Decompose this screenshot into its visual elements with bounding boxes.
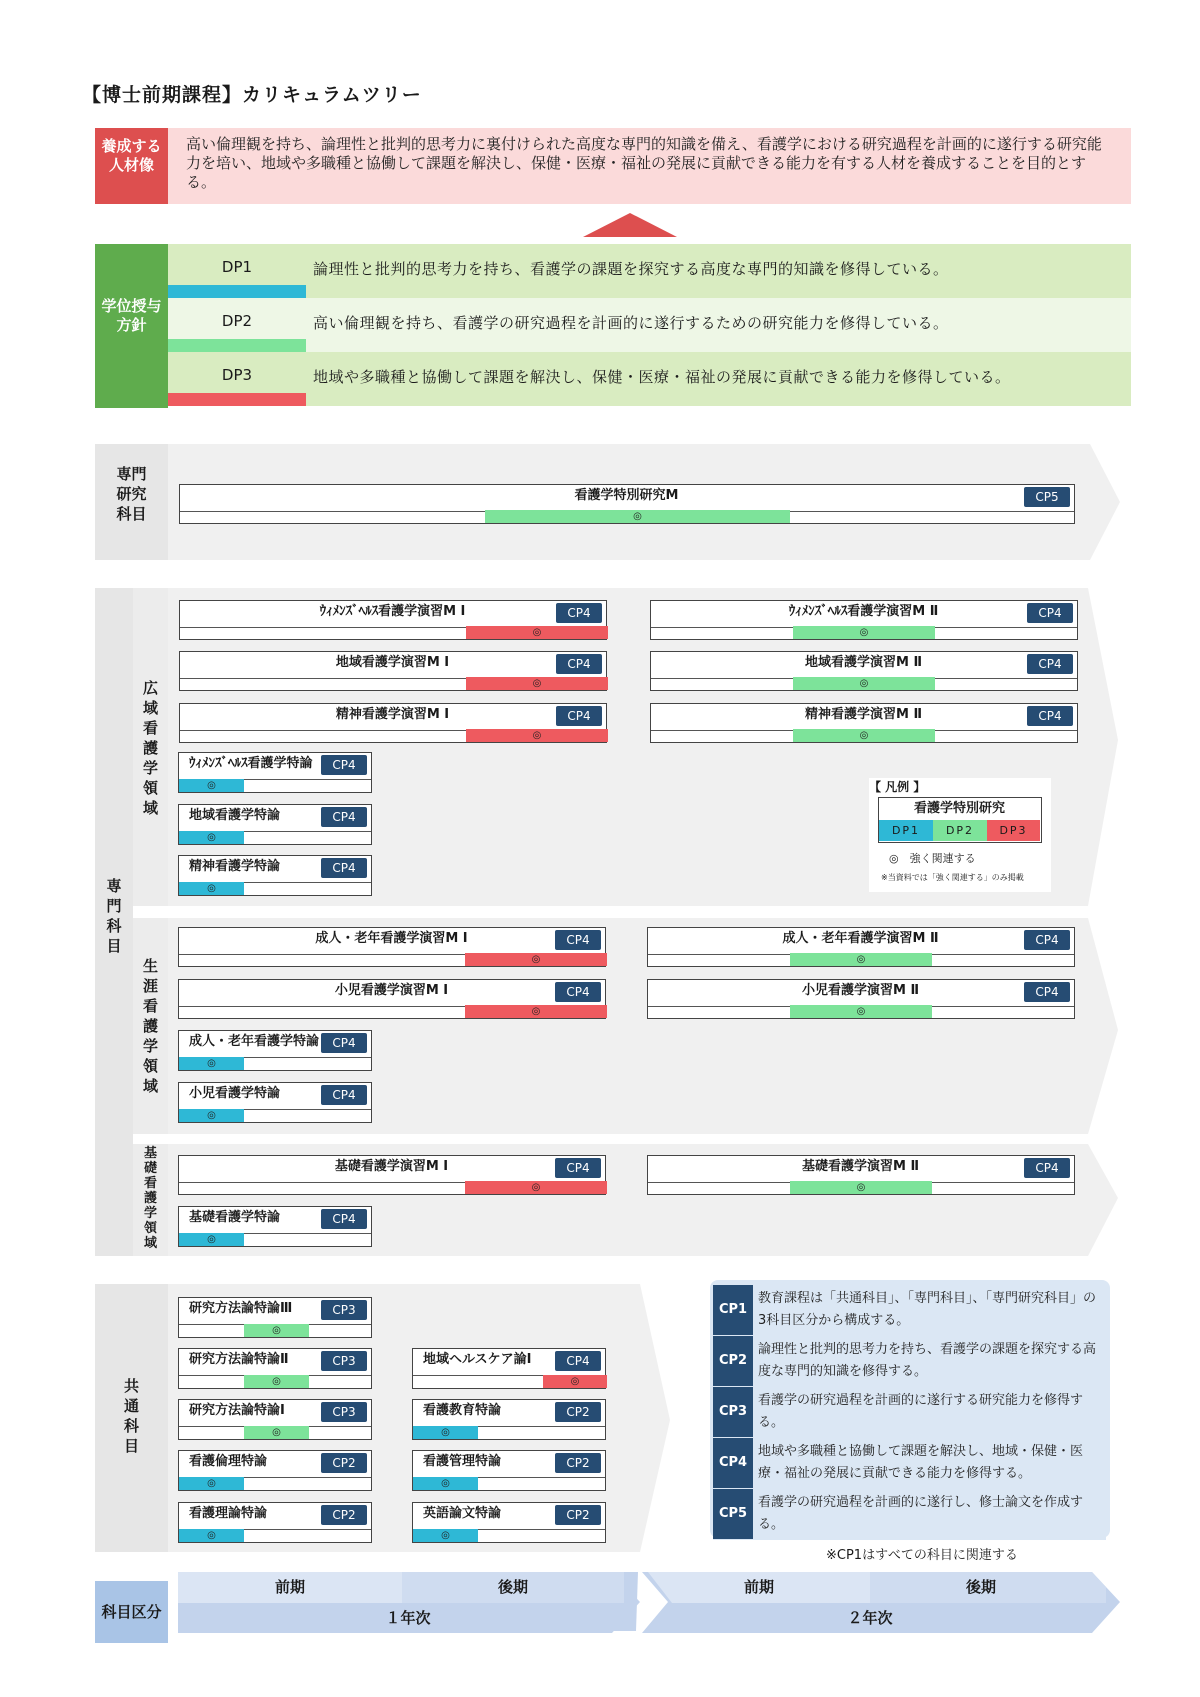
course-box-p-ex1	[179, 703, 607, 743]
course-box-c-sp	[178, 804, 372, 845]
cp-desc: 看護学の研究過程を計画的に遂行する研究能力を修得する。	[758, 1393, 1084, 1430]
specialty-section-label	[95, 588, 133, 1256]
course-name: 地域看護学演習M Ⅱ	[804, 655, 923, 670]
legend-title: 【 凡例 】	[869, 780, 926, 794]
cp-row-5	[713, 1489, 1106, 1540]
dp2-relation-segment: ◎	[244, 1375, 309, 1388]
timeline-y1-first: 前期	[274, 1578, 305, 1596]
course-box-a-ex2	[647, 927, 1075, 967]
dp1-relation-segment: ◎	[179, 1529, 244, 1542]
course-name: 精神看護学演習M Ⅰ	[335, 707, 450, 722]
course-name: 小児看護学演習M Ⅱ	[801, 983, 920, 998]
cp-badge: CP4	[1024, 982, 1070, 1002]
area3-section-label	[133, 1144, 168, 1256]
dp3-relation-segment: ◎	[543, 1375, 607, 1388]
cp-badge: CP2	[555, 1402, 601, 1422]
dp2-relation-segment: ◎	[790, 1181, 932, 1194]
course-box-p-ex2	[650, 703, 1078, 743]
course-box-b-ex1	[178, 1155, 606, 1195]
course-box-w-sp	[178, 752, 372, 793]
cp-badge: CP4	[555, 982, 601, 1002]
cp-badge: CP4	[556, 654, 602, 674]
cp-badge: CP4	[555, 1351, 601, 1371]
cp-badge: CP4	[556, 603, 602, 623]
dp1-relation-segment: ◎	[179, 1477, 244, 1490]
cp-badge: CP4	[321, 807, 367, 827]
cp-badge: CP4	[555, 930, 601, 950]
course-name: 小児看護学特論	[189, 1086, 281, 1101]
cp-badge: CP2	[555, 1505, 601, 1525]
course-box-c-ex1	[179, 651, 607, 691]
course-name: 看護管理特論	[423, 1454, 502, 1469]
area2-label-text: 生涯看護学領域	[142, 957, 158, 1095]
course-box-k-ex2	[647, 979, 1075, 1019]
course-box-w-ex1	[179, 600, 607, 640]
dp-text: 高い倫理観を持ち、看護学の研究過程を計画的に遂行するための研究能力を修得している。	[313, 314, 949, 332]
course-name: 地域看護学演習M Ⅰ	[335, 655, 450, 670]
cp-badge: CP4	[321, 1033, 367, 1053]
cp-badge: CP4	[1027, 706, 1073, 726]
legend-dp1: DP1	[879, 820, 933, 841]
course-box-chc	[412, 1348, 606, 1389]
legend	[869, 778, 1051, 892]
course-name: 成人・老年看護学演習M Ⅱ	[782, 931, 939, 946]
legend-strong: ◎ 強く関連する	[889, 852, 976, 865]
cp-badge: CP2	[555, 1453, 601, 1473]
course-name: 成人・老年看護学演習M Ⅰ	[315, 931, 468, 946]
cp-tag: CP2	[713, 1336, 753, 1386]
course-box-b-sp	[178, 1206, 372, 1247]
dp1-relation-segment: ◎	[413, 1477, 478, 1490]
course-box-c-ex2	[650, 651, 1078, 691]
dp2-relation-segment: ◎	[793, 729, 935, 742]
dp-label: 学位授与方針	[95, 244, 168, 408]
dp-text: 論理性と批判的思考力を持ち、看護学の課題を探究する高度な専門的知識を修得している。	[313, 260, 949, 278]
course-box-k-ex1	[178, 979, 606, 1019]
course-box-a-sp	[178, 1030, 372, 1071]
timeline-y2-first: 前期	[743, 1578, 774, 1596]
research-section-label	[95, 444, 168, 560]
course-name: 地域ヘルスケア論Ⅰ	[423, 1352, 532, 1367]
dp1-relation-segment: ◎	[179, 1057, 244, 1070]
research-label-text: 専門研究科目	[116, 465, 147, 523]
cp-desc: 論理性と批判的思考力を持ち、看護学の課題を探究する高度な専門的知識を修得する。	[758, 1342, 1097, 1379]
course-box-research	[179, 484, 1075, 524]
cp-row-2	[713, 1336, 1106, 1387]
cp-desc: 看護学の研究過程を計画的に遂行し、修士論文を作成する。	[758, 1495, 1084, 1532]
cp-badge: CP4	[1027, 603, 1073, 623]
cp-badge: CP5	[1024, 487, 1070, 507]
cp-row-3	[713, 1387, 1106, 1438]
dp-name: DP2	[221, 312, 253, 330]
cp-badge: CP4	[321, 858, 367, 878]
course-box-edu	[412, 1399, 606, 1440]
dp2-relation-segment: ◎	[793, 677, 935, 690]
course-name: 研究方法論特論Ⅱ	[189, 1352, 289, 1367]
dp1-relation-segment: ◎	[179, 1233, 244, 1246]
timeline-y1: １年次	[385, 1609, 431, 1627]
dp1-relation-segment: ◎	[179, 831, 244, 844]
dp2-relation-segment: ◎	[790, 953, 932, 966]
cp-tag: CP4	[713, 1438, 753, 1488]
legend-note: ※当資料では「強く関連する」のみ掲載	[881, 873, 1024, 882]
dp1-relation-segment: ◎	[179, 779, 244, 792]
course-box-a-ex1	[178, 927, 606, 967]
cp-desc: 地域や多職種と協働して課題を解決し、地域・保健・医療・福祉の発展に貢献できる能力を修得する。	[758, 1444, 1084, 1481]
legend-dp3: DP3	[987, 820, 1040, 841]
course-name: 看護教育特論	[423, 1403, 502, 1418]
cp-badge: CP3	[321, 1300, 367, 1320]
legend-sample-name: 看護学特別研究	[913, 801, 1005, 816]
course-name: 精神看護学特論	[189, 859, 281, 874]
dp3-relation-segment: ◎	[465, 1181, 607, 1194]
course-box-theory	[178, 1502, 372, 1543]
course-name: 基礎看護学演習M Ⅰ	[334, 1159, 449, 1174]
cp-badge: CP4	[321, 1085, 367, 1105]
area1-label-text: 広域看護学領域	[142, 679, 158, 817]
specialty-label-text: 専門科目	[106, 877, 122, 955]
legend-dp2: DP2	[933, 820, 987, 841]
dp-name: DP3	[221, 366, 253, 384]
course-name: 基礎看護学演習M Ⅱ	[801, 1159, 920, 1174]
cp-row-1	[713, 1285, 1106, 1336]
cp-badge: CP2	[321, 1453, 367, 1473]
timeline-y2-second: 後期	[965, 1578, 996, 1596]
cp-badge: CP4	[1024, 1158, 1070, 1178]
dp2-relation-segment: ◎	[790, 1005, 932, 1018]
dp3-relation-segment: ◎	[466, 626, 608, 639]
timeline-label: 科目区分	[95, 1581, 168, 1643]
cp-badge: CP4	[321, 1209, 367, 1229]
course-name: 研究方法論特論Ⅰ	[189, 1403, 285, 1418]
course-name: 看護学特別研究M	[574, 488, 679, 503]
course-box-k-sp	[178, 1082, 372, 1123]
course-box-b-ex2	[647, 1155, 1075, 1195]
dp2-relation-segment: ◎	[485, 510, 790, 523]
cp-desc: 教育課程は「共通科目」、「専門科目」、「専門研究科目」の3科目区分から構成する。	[758, 1291, 1097, 1328]
dp2-relation-segment: ◎	[244, 1324, 309, 1337]
area2-section-label	[133, 918, 168, 1134]
dp1-relation-segment: ◎	[179, 1109, 244, 1122]
cp-badge: CP4	[1024, 930, 1070, 950]
course-name: ｳｨﾒﾝｽﾞﾍﾙｽ看護学特論	[189, 756, 313, 771]
course-box-mgmt	[412, 1450, 606, 1491]
course-name: 小児看護学演習M Ⅰ	[334, 983, 449, 998]
dp-name: DP1	[221, 258, 253, 276]
course-name: 研究方法論特論Ⅲ	[189, 1301, 293, 1316]
cp-badge: CP4	[555, 1158, 601, 1178]
course-name: 英語論文特論	[423, 1506, 502, 1521]
profile-text: 高い倫理観を持ち、論理性と批判的思考力に裏付けられた高度な専門的知識を備え、看護学における研究過程を計画的に遂行する研究能力を培い、地域や多職種と協働して課題を解決し、保健・医療・福祉の発展に貢献できる能力を有する人材を養成することを目的とする。	[168, 128, 1131, 204]
common-section-label	[95, 1284, 168, 1552]
common-label-text: 共通科目	[123, 1377, 139, 1455]
course-name: ｳｨﾒﾝｽﾞﾍﾙｽ看護学演習M Ⅰ	[319, 604, 466, 619]
cp-badge: CP3	[321, 1351, 367, 1371]
course-box-w-ex2	[650, 600, 1078, 640]
area1-section-label	[133, 588, 168, 906]
cp-badge: CP4	[321, 755, 367, 775]
course-box-eng	[412, 1502, 606, 1543]
timeline-y2: ２年次	[847, 1609, 893, 1627]
course-name: ｳｨﾒﾝｽﾞﾍﾙｽ看護学演習M Ⅱ	[788, 604, 939, 619]
course-box-rm1	[178, 1399, 372, 1440]
area3-label-text: 基礎看護学領域	[143, 1146, 157, 1251]
cp-tag: CP5	[713, 1489, 753, 1539]
page-title: 【博士前期課程】カリキュラムツリー	[82, 84, 422, 106]
dp-text: 地域や多職種と協働して課題を解決し、保健・医療・福祉の発展に貢献できる能力を修得している。	[313, 368, 1011, 386]
dp2-relation-segment: ◎	[793, 626, 935, 639]
course-box-rm2	[178, 1348, 372, 1389]
dp3-relation-segment: ◎	[466, 729, 608, 742]
dp1-relation-segment: ◎	[413, 1529, 478, 1542]
cp-tag: CP1	[713, 1285, 753, 1335]
cp-badge: CP4	[556, 706, 602, 726]
timeline-y1-second: 後期	[497, 1578, 528, 1596]
dp3-relation-segment: ◎	[465, 953, 607, 966]
course-name: 看護倫理特論	[189, 1454, 268, 1469]
course-box-p-sp	[178, 855, 372, 896]
course-name: 精神看護学演習M Ⅱ	[804, 707, 923, 722]
cp-badge: CP4	[1027, 654, 1073, 674]
profile-label: 養成する人材像	[95, 128, 168, 204]
cp-tag: CP3	[713, 1387, 753, 1437]
cp-badge: CP3	[321, 1402, 367, 1422]
dp1-relation-segment: ◎	[413, 1426, 478, 1439]
course-name: 地域看護学特論	[189, 808, 281, 823]
course-name: 看護理論特論	[189, 1506, 268, 1521]
course-box-ethics	[178, 1450, 372, 1491]
cp-row-4	[713, 1438, 1106, 1489]
dp3-relation-segment: ◎	[466, 677, 608, 690]
course-name: 成人・老年看護学特論	[189, 1034, 320, 1049]
cp-badge: CP2	[321, 1505, 367, 1525]
course-box-rm3	[178, 1297, 372, 1338]
course-name: 基礎看護学特論	[189, 1210, 281, 1225]
legend-sample-box	[878, 797, 1042, 843]
dp2-relation-segment: ◎	[244, 1426, 309, 1439]
dp3-relation-segment: ◎	[465, 1005, 607, 1018]
dp1-relation-segment: ◎	[179, 882, 244, 895]
cp-note: ※CP1はすべての科目に関連する	[826, 1548, 1018, 1563]
